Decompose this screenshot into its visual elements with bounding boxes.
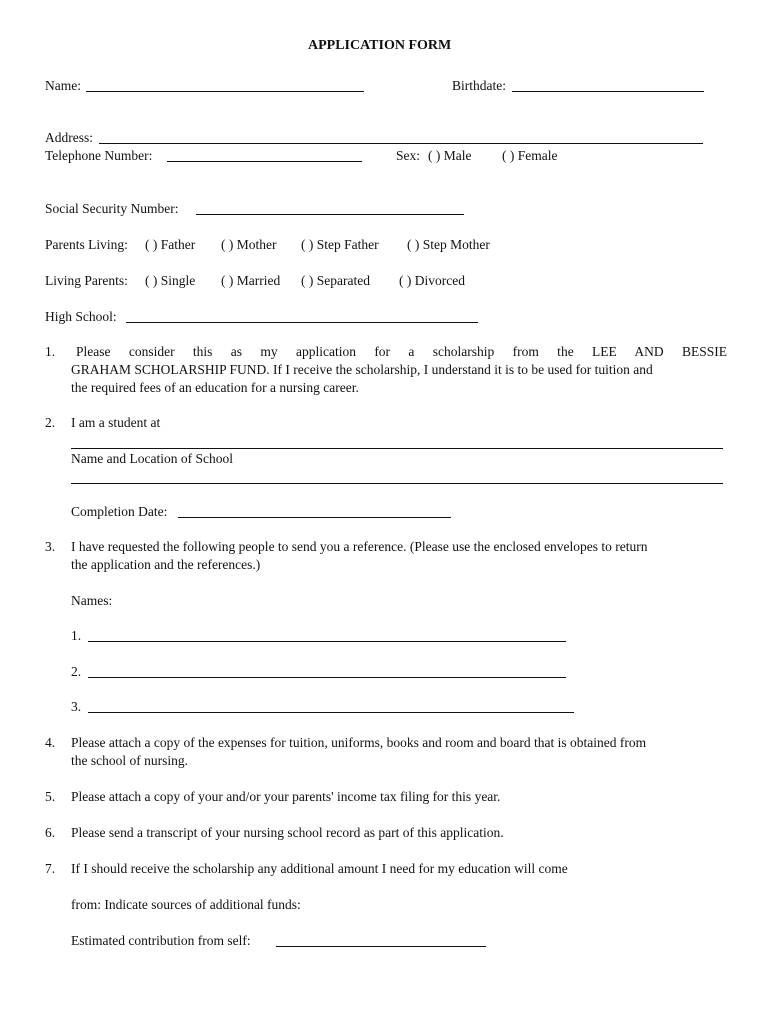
telephone-field[interactable]	[167, 161, 362, 162]
item-1-line-1: Please consider this as my application for a scholarship from the LEE AND BESSIE	[76, 344, 727, 359]
reference-3-number: 3.	[71, 699, 82, 714]
high-school-field[interactable]	[126, 322, 478, 323]
living-parents-label: Living Parents:	[45, 273, 128, 288]
item-6-text: Please send a transcript of your nursing school record as part of this application.	[71, 825, 504, 840]
item-5-text: Please attach a copy of your and/or your parents' income tax filing for this year.	[71, 789, 501, 804]
item-4-number: 4.	[45, 735, 56, 750]
self-contribution-label: Estimated contribution from self:	[71, 933, 251, 948]
school-location-field[interactable]	[71, 483, 723, 484]
sex-option-male[interactable]: ( ) Male	[428, 148, 472, 163]
school-name-label: Name and Location of School	[71, 451, 233, 466]
parents-living-option-step-mother[interactable]: ( ) Step Mother	[407, 237, 490, 252]
telephone-label: Telephone Number:	[45, 148, 153, 163]
reference-3-field[interactable]	[88, 712, 574, 713]
page-title: APPLICATION FORM	[308, 38, 452, 53]
sex-option-female[interactable]: ( ) Female	[502, 148, 558, 163]
living-parents-option-divorced[interactable]: ( ) Divorced	[399, 273, 465, 288]
completion-date-field[interactable]	[178, 517, 451, 518]
reference-2-number: 2.	[71, 664, 82, 679]
sex-label: Sex:	[396, 148, 421, 163]
birthdate-field[interactable]	[512, 91, 704, 92]
item-1-number: 1.	[45, 344, 56, 359]
reference-2-field[interactable]	[88, 677, 566, 678]
item-5-number: 5.	[45, 789, 56, 804]
parents-living-label: Parents Living:	[45, 237, 128, 252]
item-7-number: 7.	[45, 861, 56, 876]
reference-1-field[interactable]	[88, 641, 566, 642]
high-school-label: High School:	[45, 309, 117, 324]
item-2-number: 2.	[45, 415, 56, 430]
additional-funds-label: from: Indicate sources of additional funds:	[71, 897, 301, 912]
birthdate-label: Birthdate:	[452, 78, 506, 93]
names-label: Names:	[71, 593, 113, 608]
living-parents-option-separated[interactable]: ( ) Separated	[301, 273, 370, 288]
item-3-line-1: I have requested the following people to send you a reference. (Please use the enclosed envelopes to return	[71, 539, 648, 554]
parents-living-option-step-father[interactable]: ( ) Step Father	[301, 237, 379, 252]
name-field[interactable]	[86, 91, 364, 92]
item-4-line-1: Please attach a copy of the expenses for tuition, uniforms, books and room and board that is obtained from	[71, 735, 647, 750]
living-parents-option-single[interactable]: ( ) Single	[145, 273, 196, 288]
living-parents-option-married[interactable]: ( ) Married	[221, 273, 281, 288]
name-label: Name:	[45, 78, 81, 93]
item-2-text: I am a student at	[71, 415, 161, 430]
item-7-text: If I should receive the scholarship any additional amount I need for my education will come	[71, 861, 568, 876]
item-6-number: 6.	[45, 825, 56, 840]
item-3-number: 3.	[45, 539, 56, 554]
item-4-line-2: the school of nursing.	[71, 753, 188, 768]
self-contribution-field[interactable]	[276, 946, 486, 947]
reference-1-number: 1.	[71, 628, 82, 643]
address-label: Address:	[45, 130, 93, 145]
ssn-label: Social Security Number:	[45, 201, 179, 216]
parents-living-option-father[interactable]: ( ) Father	[145, 237, 196, 252]
school-name-field[interactable]	[71, 448, 723, 449]
item-1-line-3: the required fees of an education for a nursing career.	[71, 380, 359, 395]
parents-living-option-mother[interactable]: ( ) Mother	[221, 237, 277, 252]
item-1-line-2: GRAHAM SCHOLARSHIP FUND. If I receive the scholarship, I understand it is to be used for tuition and	[71, 362, 653, 377]
item-3-line-2: the application and the references.)	[71, 557, 261, 572]
address-field[interactable]	[99, 143, 703, 144]
ssn-field[interactable]	[196, 214, 464, 215]
completion-date-label: Completion Date:	[71, 504, 168, 519]
